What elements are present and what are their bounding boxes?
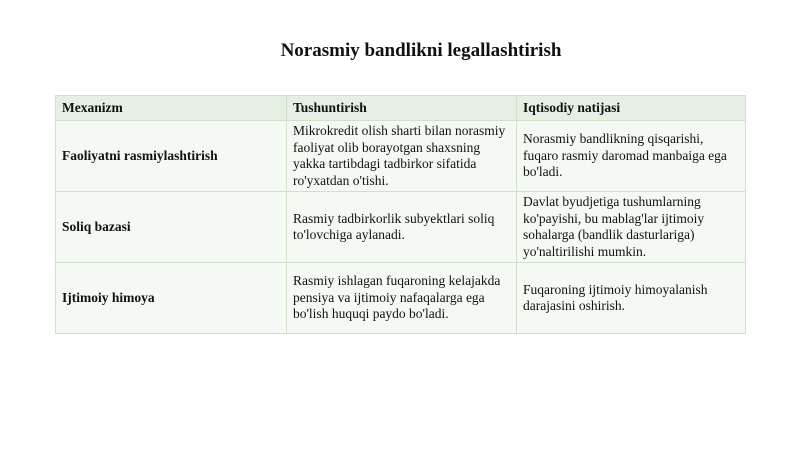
table-header-row bbox=[56, 96, 746, 121]
page-title: Norasmiy bandlikni legallashtirish bbox=[280, 40, 562, 61]
cell-explanation: Rasmiy ishlagan fuqaroning kelajakda pensiya va ijtimoiy nafaqalarga ega bo'lish huquqi paydo bo'ladi. bbox=[287, 263, 517, 334]
cell-economic-result: Davlat byudjetiga tushumlarning ko'payishi, bu mablag'lar ijtimoiy sohalarga (bandlik dasturlariga) yo'naltirilishi mumkin. bbox=[517, 192, 746, 263]
header-explanation: Tushuntirish bbox=[287, 96, 517, 121]
cell-economic-result: Fuqaroning ijtimoiy himoyalanish darajasini oshirish. bbox=[517, 263, 746, 334]
table-row bbox=[56, 263, 746, 334]
cell-explanation: Rasmiy tadbirkorlik subyektlari soliq to'lovchiga aylanadi. bbox=[287, 192, 517, 263]
cell-mechanism: Soliq bazasi bbox=[56, 192, 287, 263]
legalization-table bbox=[55, 95, 746, 334]
cell-mechanism: Ijtimoiy himoya bbox=[56, 263, 287, 334]
header-mechanism: Mexanizm bbox=[56, 96, 287, 121]
table-row bbox=[56, 192, 746, 263]
table-row bbox=[56, 121, 746, 192]
cell-mechanism: Faoliyatni rasmiylashtirish bbox=[56, 121, 287, 192]
cell-explanation: Mikrokredit olish sharti bilan norasmiy faoliyat olib borayotgan shaxsning yakka tartibdagi tadbirkor sifatida ro'yxatdan o'tishi. bbox=[287, 121, 517, 192]
cell-economic-result: Norasmiy bandlikning qisqarishi, fuqaro rasmiy daromad manbaiga ega bo'ladi. bbox=[517, 121, 746, 192]
header-economic-result: Iqtisodiy natijasi bbox=[517, 96, 746, 121]
